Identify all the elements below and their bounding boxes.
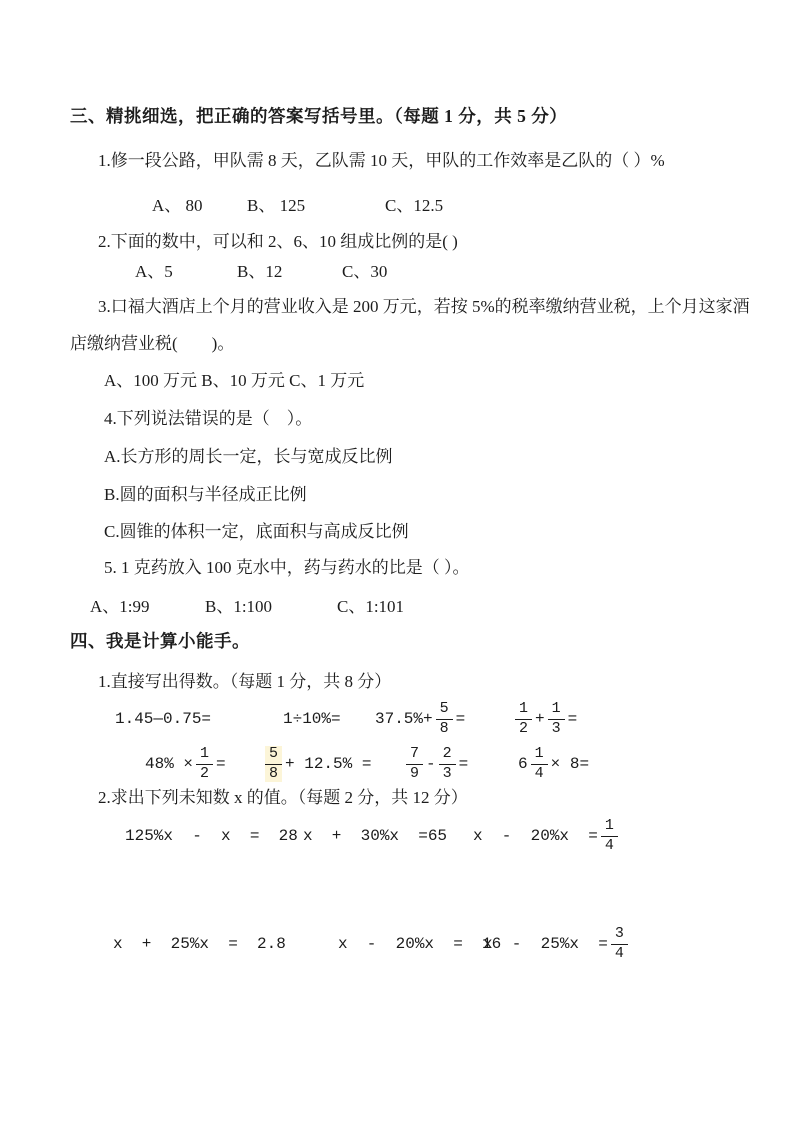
equation-3-text: x - 20%x = — [473, 827, 598, 845]
fraction-2-3 — [439, 746, 456, 782]
calc-r1-item3-equals: = — [455, 710, 466, 728]
fraction-numerator: 5 — [265, 746, 282, 765]
fraction-denominator: 4 — [604, 836, 614, 854]
fraction-numerator: 2 — [439, 746, 456, 765]
question-1-text: 1.修一段公路，甲队需 8 天，乙队需 10 天，甲队的工作效率是乙队的（ ）% — [98, 151, 665, 170]
equation-6 — [483, 918, 631, 970]
q2-option-a: A、5 — [135, 262, 173, 281]
fraction-denominator: 2 — [519, 719, 529, 737]
equation-6-text: x - 25%x = — [483, 935, 608, 953]
multiply-sign: × — [550, 755, 561, 773]
calc-r1-item2 — [283, 696, 341, 742]
question-3-text-line2: 店缴纳营业税( )。 — [70, 334, 235, 353]
q4-option-c: C.圆锥的体积一定，底面积与高成反比例 — [104, 522, 409, 541]
fraction-numerator: 7 — [406, 746, 423, 765]
fraction-5-8 — [436, 701, 453, 737]
equation-1 — [125, 812, 298, 860]
equation-4 — [113, 918, 286, 970]
fraction-numerator: 1 — [601, 818, 618, 837]
equation-2-text: x + 30%x =65 — [303, 827, 448, 845]
q3-options: A、100 万元 B、10 万元 C、1 万元 — [104, 371, 365, 390]
q2-option-b: B、12 — [237, 262, 283, 281]
q1-option-a: A、 80 — [152, 196, 203, 215]
q5-option-a: A、1:99 — [90, 597, 150, 616]
equation-1-text: 125%x - x = 28 — [125, 827, 298, 845]
equation-3 — [473, 812, 621, 860]
q1-option-b: B、 125 — [247, 196, 306, 215]
calc-r2-item1-pre: 48% — [145, 755, 184, 773]
calc-r2-item3-equals: = — [458, 755, 469, 773]
fraction-1-2 — [196, 746, 213, 782]
fraction-denominator: 2 — [200, 764, 210, 782]
fraction-denominator: 9 — [410, 764, 420, 782]
calc-r2-item4-post: 8= — [560, 755, 590, 773]
fraction-numerator: 1 — [548, 701, 565, 720]
q4-option-b: B.圆的面积与半径成正比例 — [104, 485, 307, 504]
q5-option-c: C、1:101 — [337, 597, 405, 616]
section4-heading: 四、我是计算小能手。 — [70, 631, 250, 651]
section3-heading: 三、精挑细选，把正确的答案写括号里。（每题 1 分，共 5 分） — [70, 106, 568, 126]
fraction-numerator: 1 — [515, 701, 532, 720]
fraction-numerator: 3 — [611, 926, 628, 945]
calc-r2-item1-equals: = — [216, 755, 226, 773]
fraction-numerator: 5 — [436, 701, 453, 720]
fraction-1-4 — [601, 818, 618, 854]
calc-part2-title: 2.求出下列未知数 x 的值。（每题 2 分，共 12 分） — [98, 788, 468, 807]
calc-r2-item3 — [403, 740, 468, 788]
equation-5 — [338, 918, 501, 970]
q1-option-c: C、12.5 — [385, 196, 444, 215]
minus-sign: - — [426, 755, 436, 773]
fraction-1-4 — [531, 746, 548, 782]
fraction-denominator: 8 — [439, 719, 449, 737]
q2-option-c: C、30 — [342, 262, 388, 281]
fraction-denominator: 4 — [534, 764, 544, 782]
calc-r2-item1 — [145, 740, 226, 788]
fraction-1-3 — [548, 701, 565, 737]
q5-option-b: B、1:100 — [205, 597, 273, 616]
calc-r1-item3-pre: 37.5%+ — [375, 710, 433, 728]
fraction-5-8 — [265, 746, 282, 782]
fraction-denominator: 8 — [269, 764, 279, 782]
calc-r2-item2 — [262, 740, 371, 788]
calc-r1-item3 — [375, 696, 465, 742]
fraction-denominator: 3 — [551, 719, 561, 737]
multiply-sign: × — [183, 755, 194, 773]
fraction-7-9 — [406, 746, 423, 782]
q4-option-a: A.长方形的周长一定，长与宽成反比例 — [104, 447, 393, 466]
question-3-text-line1: 3.口福大酒店上个月的营业收入是 200 万元，若按 5%的税率缴纳营业税，上个月这家酒 — [98, 297, 750, 316]
calc-r1-item4-operator: + — [535, 710, 545, 728]
question-2-text: 2.下面的数中，可以和 2、6、10 组成比例的是( ) — [98, 232, 458, 251]
question-4-text: 4.下列说法错误的是（ ）。 — [104, 409, 313, 428]
fraction-denominator: 3 — [442, 764, 452, 782]
fraction-denominator: 4 — [614, 944, 624, 962]
calc-r2-item2-post: + 12.5% = — [285, 755, 372, 773]
fraction-1-2 — [515, 701, 532, 737]
mixed-number-whole: 6 — [518, 755, 528, 773]
calc-part1-title: 1.直接写出得数。（每题 1 分，共 8 分） — [98, 672, 392, 691]
question-5-text: 5. 1 克药放入 100 克水中，药与药水的比是（ ）。 — [104, 558, 470, 577]
fraction-3-4 — [611, 926, 628, 962]
calc-r1-item4-equals: = — [567, 710, 578, 728]
calc-r2-item4 — [518, 740, 589, 788]
fraction-numerator: 1 — [196, 746, 213, 765]
calc-r1-item2-text: 1÷10%= — [283, 710, 341, 728]
calc-r1-item1-text: 1.45—0.75= — [115, 710, 212, 728]
equation-5-text: x - 20%x = 16 — [338, 935, 502, 953]
calc-r1-item1 — [115, 696, 211, 742]
fraction-numerator: 1 — [531, 746, 548, 765]
equation-2 — [303, 812, 447, 860]
calc-r1-item4 — [512, 696, 577, 742]
equation-4-text: x + 25%x = 2.8 — [113, 935, 286, 953]
